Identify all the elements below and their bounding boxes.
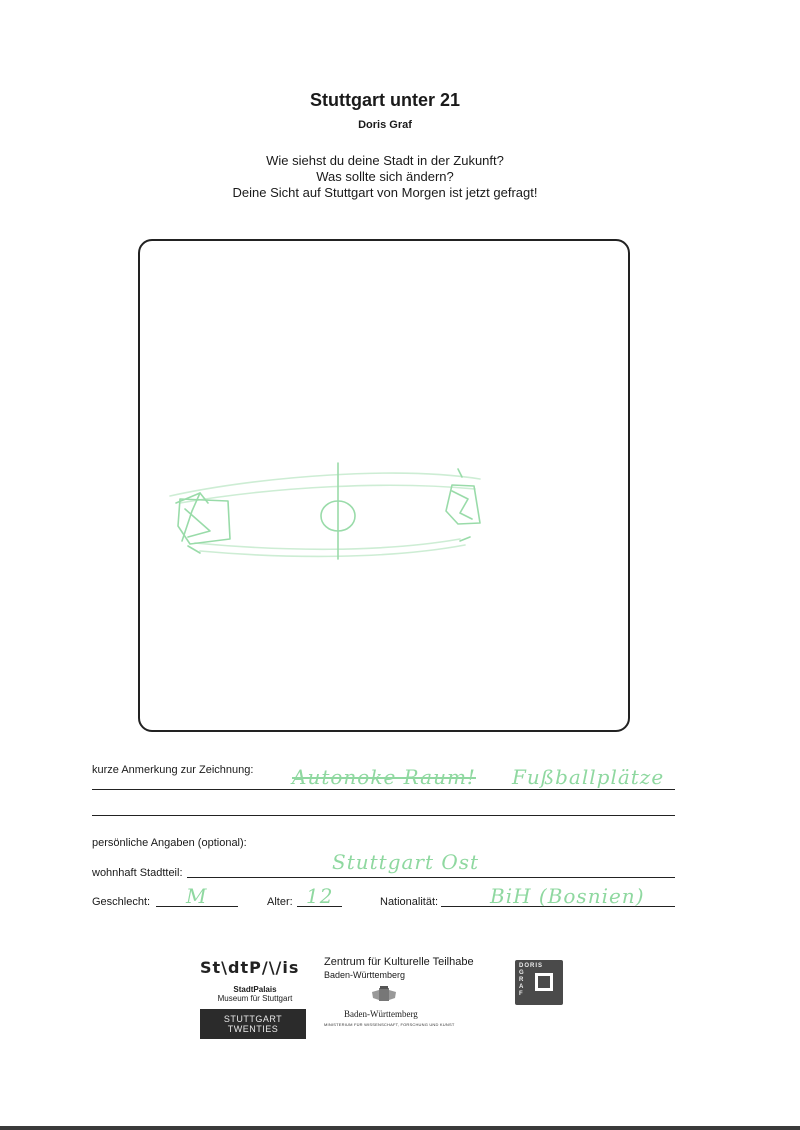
author-name: Doris Graf [358, 119, 412, 131]
remark-line-1 [92, 789, 675, 790]
prompt-line: Wie siehst du deine Stadt in der Zukunft? [266, 153, 504, 168]
zkt-title: Zentrum für Kulturelle Teilhabe [324, 956, 474, 968]
stadtpalais-subtitle: Museum für Stuttgart [217, 994, 293, 1003]
age-value: 12 [306, 884, 334, 908]
district-label: wohnhaft Stadtteil: [92, 867, 183, 879]
gender-line [156, 906, 238, 907]
coat-of-arms-icon [370, 986, 398, 1004]
scan-edge [0, 1126, 800, 1130]
stuttgart-twenties-banner: STUTTGART TWENTIES [200, 1009, 306, 1039]
nationality-label: Nationalität: [380, 896, 439, 908]
doris-square-icon [535, 973, 553, 991]
stadtpalais-name: StadtPalais [233, 985, 277, 994]
stadtpalais-logo [200, 958, 310, 1039]
prompt-line: Was sollte sich ändern? [316, 169, 454, 184]
prompt-text [0, 153, 770, 201]
page-title: Stuttgart unter 21 [309, 90, 460, 110]
age-label: Alter: [267, 896, 293, 908]
football-pitch-drawing [140, 241, 628, 730]
remark-struck-text: Autonoke Raum! [292, 765, 476, 789]
prompt-line: Deine Sicht auf Stuttgart von Morgen ist jetzt gefragt! [232, 185, 538, 200]
ministry-text: MINISTERIUM FÜR WISSENSCHAFT, FORSCHUNG UND KUNST [324, 1022, 455, 1027]
age-line [297, 906, 342, 907]
bw-name: Baden-Württemberg [344, 1009, 418, 1019]
remark-line-2 [92, 815, 675, 816]
nationality-value: BiH (Bosnien) [490, 884, 645, 908]
remark-label: kurze Anmerkung zur Zeichnung: [92, 764, 254, 776]
drawing-area [138, 239, 630, 732]
gender-label: Geschlecht: [92, 896, 151, 908]
nationality-line [441, 906, 675, 907]
doris-graf-letters: DORIS G R A F [519, 963, 544, 997]
district-line [187, 877, 675, 878]
gender-value: M [186, 884, 208, 908]
doris-graf-logo [515, 960, 563, 1005]
personal-heading: persönliche Angaben (optional): [92, 837, 247, 849]
remark-text: Fußballplätze [512, 765, 665, 789]
district-value: Stuttgart Ost [332, 850, 480, 874]
zkt-subtitle: Baden-Württemberg [324, 970, 406, 980]
zkt-logo [324, 956, 474, 1027]
stadtpalais-wordmark: St\dtP/\/is [200, 958, 300, 977]
